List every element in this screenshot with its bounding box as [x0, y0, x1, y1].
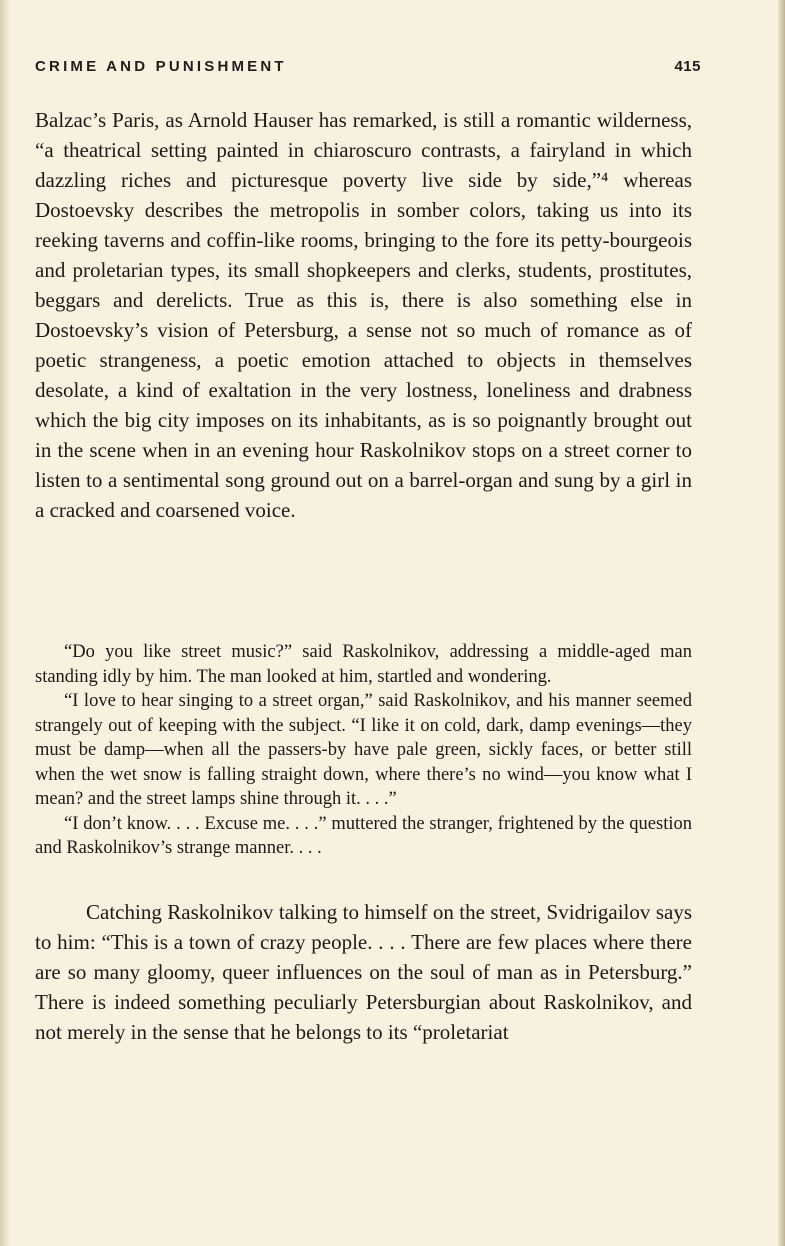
paragraph-1: Balzac’s Paris, as Arnold Hauser has remarked, is still a romantic wilderness, “a theatrical setting painted in chiaroscuro contrasts, a fairyland in which dazzling riches and picturesque poverty live side by side,”⁴ whereas Dostoevsky describes the metropolis in somber colors, taking us into its reeking taverns and coffin-like rooms, bringing to the fore its petty-bourgeois and proletarian types, its small shopkeepers and clerks, students, prostitutes, beggars and derelicts. True as this is, there is also something else in Dostoevsky’s vision of Petersburg, a sense not so much of romance as of poetic strangeness, a poetic emotion attached to objects in themselves desolate, a kind of exaltation in the very lostness, loneliness and drabness which the big city imposes on its inhabitants, as is so poignantly brought out in the scene when in an evening hour Raskolnikov stops on a street corner to listen to a sentimental song ground out on a barrel-organ and sung by a girl in a cracked and coarsened voice.	[35, 108, 692, 522]
page-edge-right	[778, 0, 785, 1246]
running-title: CRIME AND PUNISHMENT	[35, 58, 287, 75]
block-quote	[35, 640, 692, 861]
quote-paragraph-2: “I love to hear singing to a street organ,” said Raskolnikov, and his manner seemed strangely out of keeping with the subject. “I like it on cold, dark, damp evenings—they must be damp—when all the passers-by have pale green, sickly faces, or better still when the wet snow is falling straight down, where there’s no wind—you know what I mean? and the street lamps shine through it. . . .”	[35, 691, 692, 809]
quote-paragraph-1: “Do you like street music?” said Raskolnikov, addressing a middle-aged man standing idly by him. The man looked at him, startled and wondering.	[35, 642, 692, 687]
running-head	[35, 58, 701, 82]
page-edge-left	[0, 0, 10, 1246]
paragraph-2: Catching Raskolnikov talking to himself on the street, Svidrigailov says to him: “This is a town of crazy people. . . . There are few places where there are so many gloomy, queer influences on the soul of man as in Petersburg.” There is indeed something peculiarly Petersburgian about Raskolnikov, and not merely in the sense that he belongs to its “proletariat	[35, 900, 692, 1044]
page-number: 415	[674, 58, 701, 75]
quote-paragraph-3: “I don’t know. . . . Excuse me. . . .” muttered the stranger, frightened by the question and Raskolnikov’s strange manner. . . .	[35, 813, 692, 858]
